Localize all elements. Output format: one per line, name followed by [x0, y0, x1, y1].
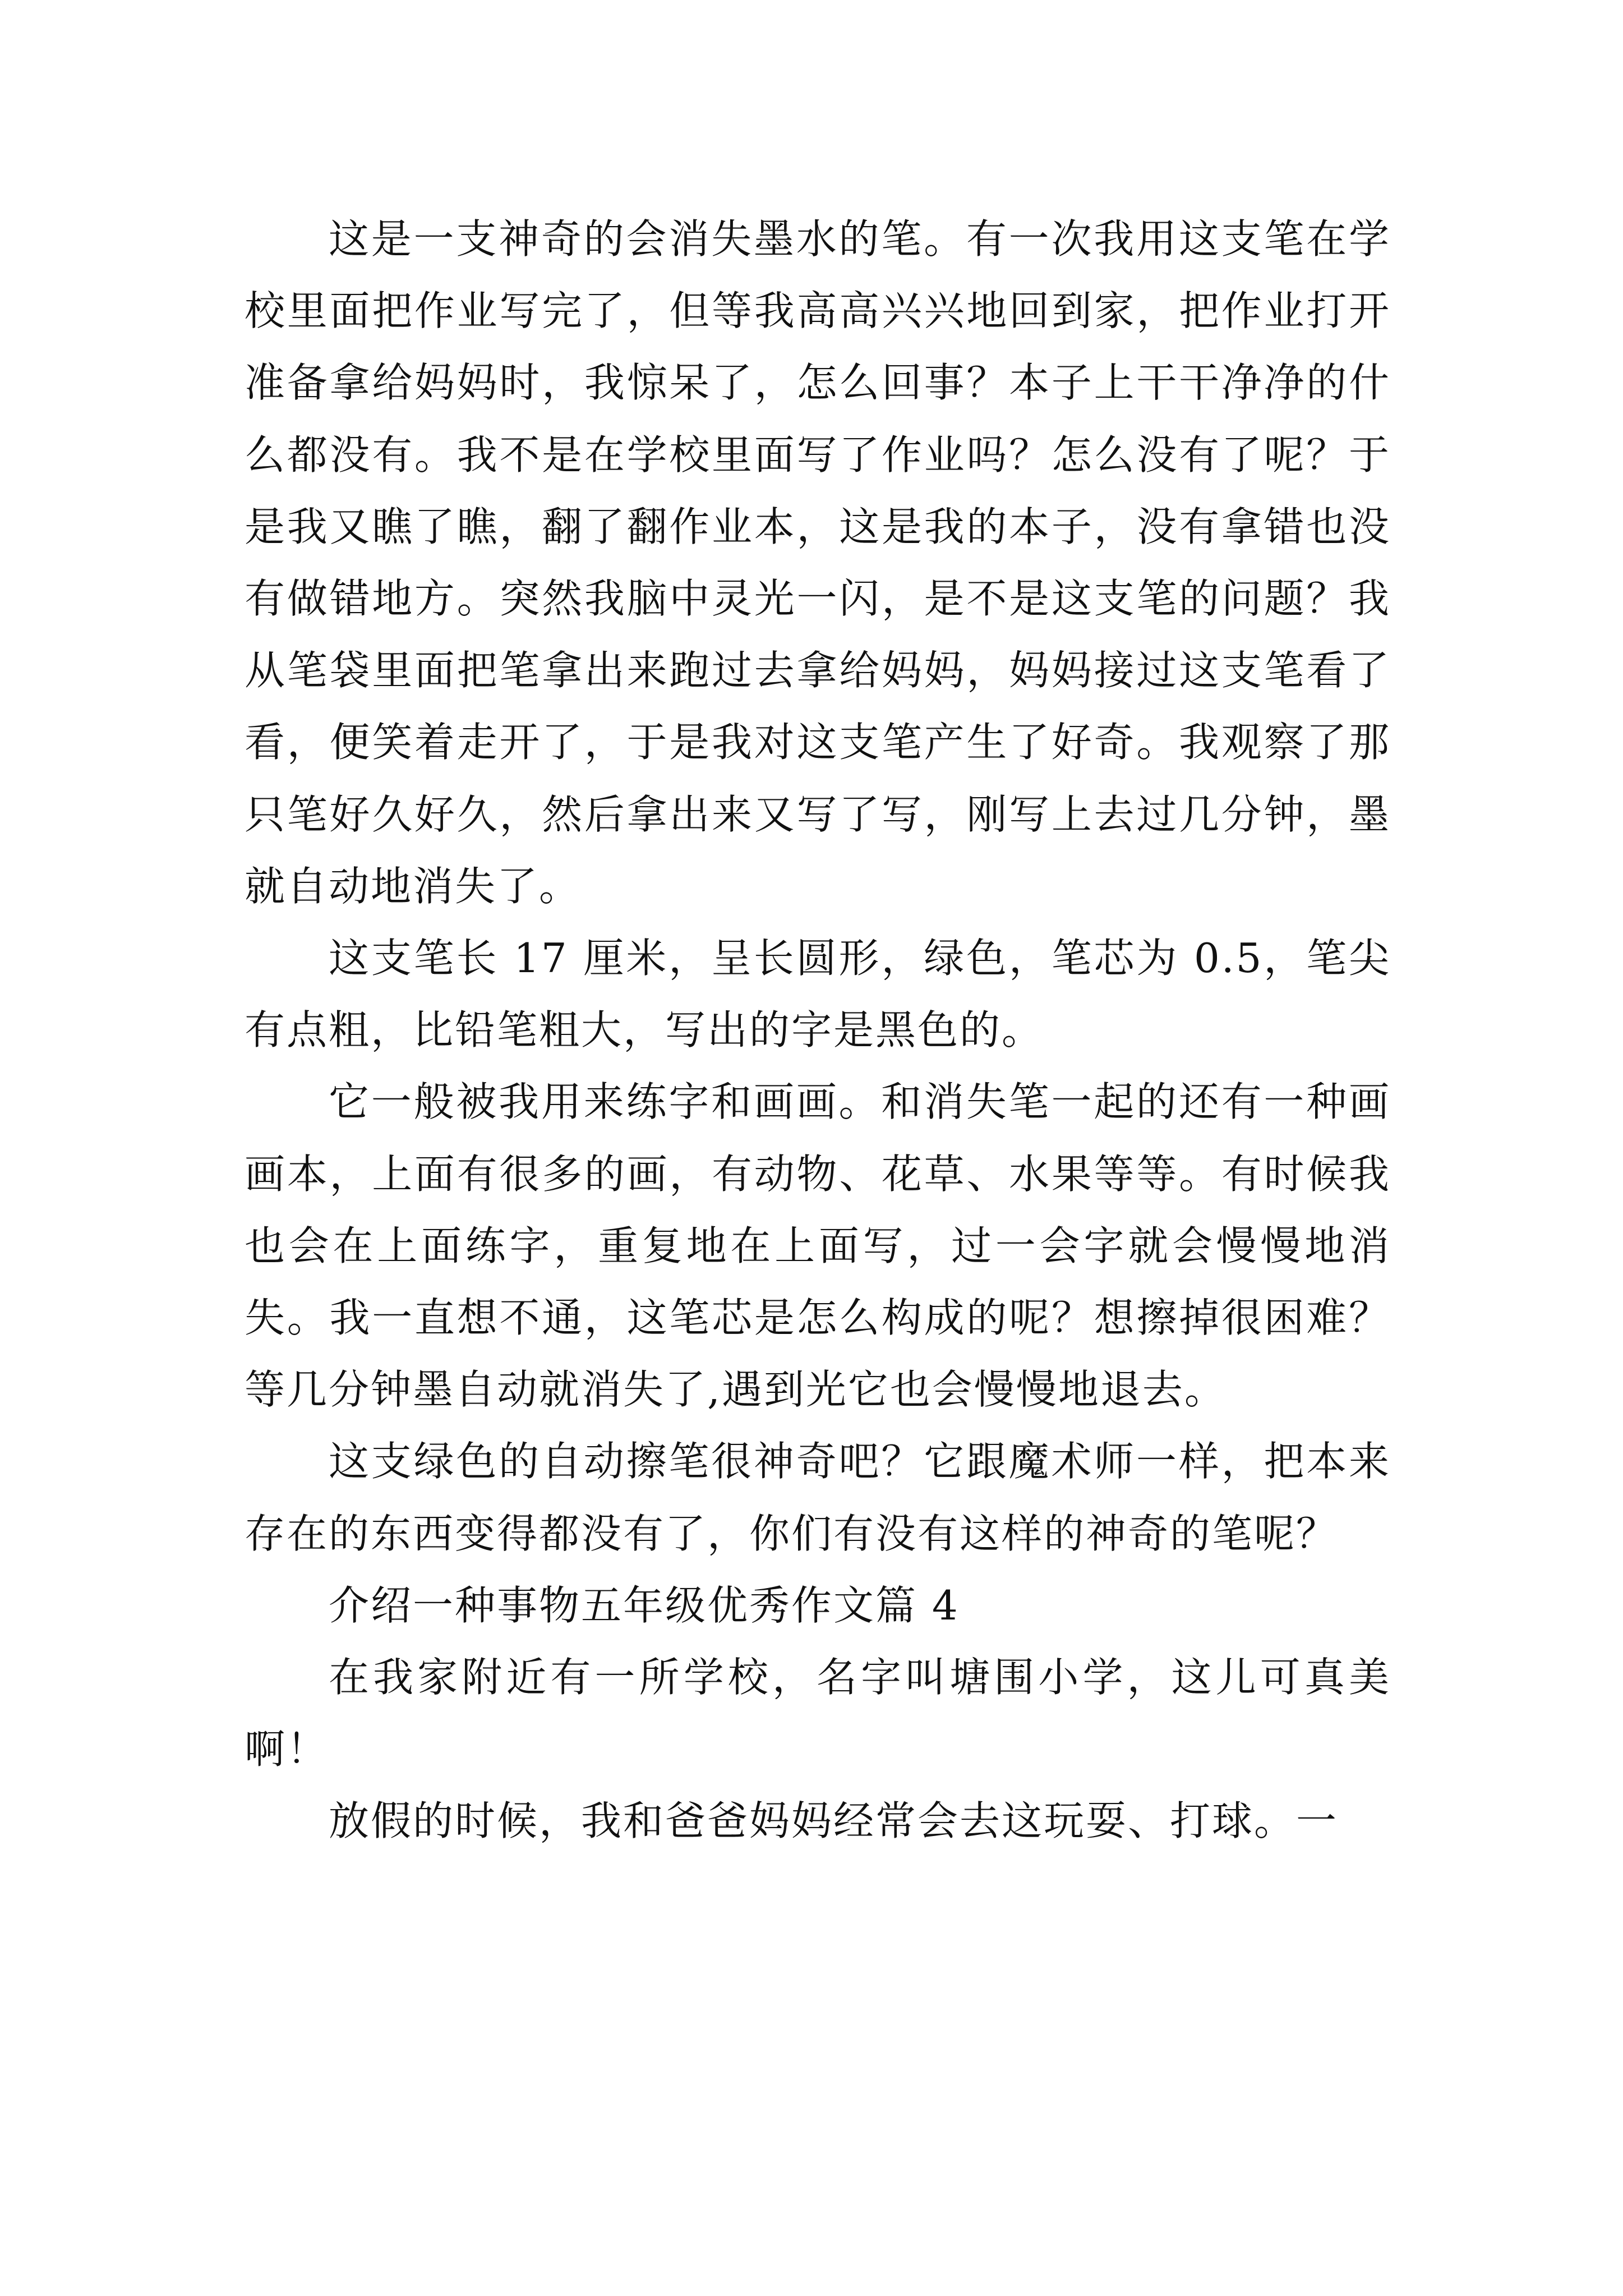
document-body [245, 203, 1391, 1857]
paragraph-pen-conclusion: 这支绿色的自动擦笔很神奇吧？它跟魔术师一样，把本来存在的东西变得都没有了，你们有没有这样的神奇的笔呢？ [245, 1438, 1391, 1557]
paragraph-vanishing-pen-story: 这是一支神奇的会消失墨水的笔。有一次我用这支笔在学校里面把作业写完了，但等我高高兴兴地回到家，把作业打开准备拿给妈妈时，我惊呆了，怎么回事？本子上干干净净的什么都没有。我不是在学校里面写了作业吗？怎么没有了呢？于是我又瞧了瞧，翻了翻作业本，这是我的本子，没有拿错也没有做错地方。突然我脑中灵光一闪，是不是这支笔的问题？我从笔袋里面把笔拿出来跑过去拿给妈妈，妈妈接过这支笔看了看，便笑着走开了，于是我对这支笔产生了好奇。我观察了那只笔好久好久，然后拿出来又写了写，刚写上去过几分钟，墨就自动地消失了。 [245, 215, 1391, 910]
paragraph-holiday-visit: 放假的时候，我和爸爸妈妈经常会去这玩耍、打球。一 [329, 1797, 1339, 1845]
paragraph-pen-description: 这支笔长 17 厘米，呈长圆形，绿色，笔芯为 0.5，笔尖有点粗，比铅笔粗大，写出的字是黑色的。 [245, 935, 1391, 1054]
paragraph-school-intro: 在我家附近有一所学校，名字叫塘围小学，这儿可真美啊！ [245, 1654, 1391, 1773]
essay-heading: 介绍一种事物五年级优秀作文篇 4 [329, 1581, 960, 1629]
paragraph-pen-usage: 它一般被我用来练字和画画。和消失笔一起的还有一种画画本，上面有很多的画，有动物、花草、水果等等。有时候我也会在上面练字，重复地在上面写，过一会字就会慢慢地消失。我一直想不通，这笔芯是怎么构成的呢？想擦掉很困难？等几分钟墨自动就消失了,遇到光它也会慢慢地退去。 [245, 1078, 1391, 1414]
